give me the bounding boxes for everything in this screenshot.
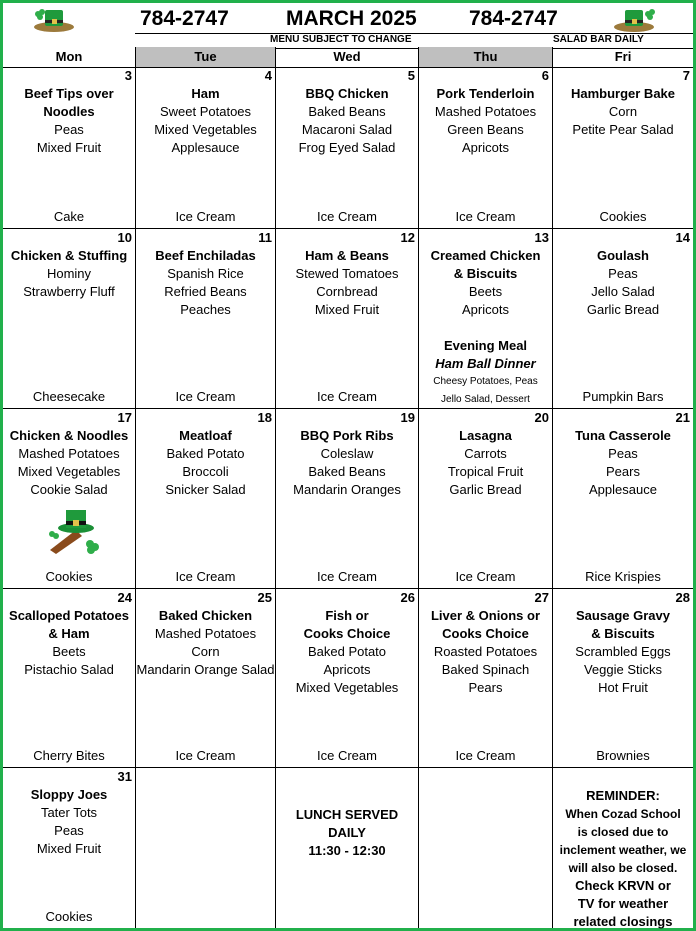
day-number: 27 [534, 590, 549, 605]
day-number: 3 [124, 68, 132, 83]
side-dish: Pears [606, 464, 640, 479]
side-dish: Mixed Fruit [36, 140, 102, 155]
day-number: 20 [534, 410, 549, 425]
side-dish: Sweet Potatoes [159, 104, 252, 119]
day-cell-20 [419, 409, 553, 589]
dessert: Ice Cream [455, 209, 516, 224]
side-dish: Carrots [464, 446, 507, 461]
entree: Goulash [596, 248, 649, 263]
lunch-hours: 11:30 - 12:30 [308, 843, 386, 858]
dessert: Ice Cream [455, 748, 516, 763]
side-dish: Mandarin Orange Salad [136, 662, 275, 677]
side-dish: Garlic Bread [449, 482, 522, 497]
entree: Lasagna [459, 428, 512, 443]
entree: Ham [191, 86, 220, 101]
side-dish: Beets [52, 644, 86, 659]
day-number: 13 [534, 230, 549, 245]
side-dish: Baked Beans [308, 464, 386, 479]
reminder-line: inclement weather, we [559, 843, 687, 857]
weekday-header-row [3, 47, 693, 68]
page-title: MARCH 2025 [286, 7, 417, 30]
evening-meal-name: Ham Ball Dinner [435, 356, 536, 371]
day-number: 14 [675, 230, 690, 245]
dessert: Cookies [45, 569, 93, 584]
entree: Scalloped Potatoes [9, 608, 129, 623]
side-dish: Garlic Bread [586, 302, 660, 317]
side-dish: Mashed Potatoes [434, 104, 537, 119]
weekday-thu: Thu [419, 47, 553, 67]
side-dish: Beets [468, 284, 503, 299]
side-dish: Coleslaw [320, 446, 374, 461]
side-dish: Tater Tots [40, 805, 98, 820]
day-cell-4 [136, 67, 276, 229]
dessert: Cherry Bites [33, 748, 105, 763]
evening-meal-title: Evening Meal [443, 338, 528, 353]
day-cell-24 [3, 589, 136, 768]
day-cell-28 [553, 589, 693, 768]
entree: Pork Tenderloin [436, 86, 535, 101]
entree: BBQ Chicken [305, 86, 389, 101]
lunch-daily-line: DAILY [328, 825, 366, 840]
dessert: Cake [53, 209, 85, 224]
side-dish: Peas [608, 446, 638, 461]
entree: & Biscuits [453, 266, 518, 281]
entree: Fish or [325, 608, 369, 623]
day-number: 31 [117, 769, 132, 784]
side-dish: Tropical Fruit [447, 464, 524, 479]
entree: Hamburger Bake [570, 86, 676, 101]
leprechaun-hat-logo-left [31, 4, 77, 34]
dessert: Brownies [596, 748, 650, 763]
entree: BBQ Pork Ribs [300, 428, 394, 443]
notice-row [3, 33, 693, 47]
reminder-line: Check KRVN or [575, 878, 671, 893]
entree: Chicken & Stuffing [10, 248, 128, 263]
day-number: 18 [257, 410, 272, 425]
side-dish: Mixed Vegetables [17, 464, 121, 479]
side-dish: Strawberry Fluff [23, 284, 115, 299]
dessert: Ice Cream [317, 209, 377, 224]
side-dish: Peas [54, 122, 84, 137]
side-dish: Mixed Fruit [314, 302, 380, 317]
entree: Sausage Gravy [576, 608, 670, 623]
dessert: Rice Krispies [585, 569, 661, 584]
salad-bar-note: SALAD BAR DAILY [553, 34, 644, 45]
reminder-line: will also be closed. [568, 861, 678, 875]
day-cell-5 [276, 67, 419, 229]
entree: Meatloaf [179, 428, 232, 443]
weekday-tue: Tue [136, 47, 276, 67]
menu-subject-note: MENU SUBJECT TO CHANGE [270, 34, 412, 45]
day-cell-6 [419, 67, 553, 229]
entree: Noodles [43, 104, 95, 119]
side-dish: Apricots [462, 140, 509, 155]
phone-number-left: 784-2747 [140, 7, 229, 30]
side-dish: Cornbread [316, 284, 378, 299]
dessert: Ice Cream [317, 748, 377, 763]
side-dish: Frog Eyed Salad [298, 140, 396, 155]
weekday-mon: Mon [3, 47, 136, 67]
side-dish: Pistachio Salad [24, 662, 114, 677]
day-number: 28 [675, 590, 690, 605]
day-cell-12 [276, 229, 419, 409]
entree: Sloppy Joes [30, 787, 108, 802]
side-dish: Peaches [180, 302, 231, 317]
side-dish: Hominy [46, 266, 92, 281]
day-number: 4 [264, 68, 272, 83]
day-number: 24 [117, 590, 132, 605]
side-dish: Mixed Vegetables [154, 122, 257, 137]
entree: Cooks Choice [303, 626, 391, 641]
dessert: Cookies [45, 909, 93, 924]
reminder-line: is closed due to [577, 825, 669, 839]
dessert: Ice Cream [455, 569, 516, 584]
entree: & Ham [48, 626, 90, 641]
day-number: 19 [400, 410, 415, 425]
dessert: Pumpkin Bars [582, 389, 664, 404]
side-dish: Broccoli [182, 464, 229, 479]
side-dish: Pears [468, 680, 503, 695]
reminder-line: related closings [573, 914, 673, 929]
lunch-served-line: LUNCH SERVED [295, 807, 399, 822]
day-number: 5 [407, 68, 415, 83]
reminder-line: When Cozad School [565, 807, 681, 821]
entree: Beef Tips over [24, 86, 114, 101]
side-dish: Petite Pear Salad [572, 122, 674, 137]
day-cell-27 [419, 589, 553, 768]
side-dish: Mashed Potatoes [154, 626, 257, 641]
leprechaun-hat-clipart [46, 506, 101, 556]
entree: Liver & Onions or [430, 608, 541, 623]
day-cell-17 [3, 409, 136, 589]
side-dish: Baked Beans [308, 104, 386, 119]
side-dish: Peas [54, 823, 84, 838]
side-dish: Mashed Potatoes [18, 446, 120, 461]
entree: Ham & Beans [305, 248, 389, 263]
entree: Baked Chicken [158, 608, 253, 623]
side-dish: Spanish Rice [167, 266, 244, 281]
day-number: 25 [257, 590, 272, 605]
dessert: Ice Cream [175, 389, 236, 404]
reminder-line: TV for weather [577, 896, 669, 911]
side-dish: Apricots [462, 302, 509, 317]
weekday-fri: Fri [614, 49, 632, 64]
day-cell-14 [553, 229, 693, 409]
day-number: 7 [682, 68, 690, 83]
entree: Creamed Chicken [430, 248, 541, 263]
side-dish: Scrambled Eggs [575, 644, 671, 659]
dessert: Ice Cream [317, 569, 377, 584]
side-dish: Mandarin Oranges [293, 482, 401, 497]
side-dish: Jello Salad [591, 284, 655, 299]
weekday-wed: Wed [276, 47, 419, 67]
side-dish: Green Beans [447, 122, 524, 137]
evening-meal-line: Cheesy Potatoes, Peas [433, 376, 538, 387]
side-dish: Cookie Salad [30, 482, 108, 497]
day-cell-18 [136, 409, 276, 589]
side-dish: Baked Potato [166, 446, 245, 461]
day-cell-31 [3, 768, 136, 928]
entree: Chicken & Noodles [9, 428, 129, 443]
entree: Cooks Choice [442, 626, 529, 641]
day-cell-25 [136, 589, 276, 768]
side-dish: Baked Potato [307, 644, 387, 659]
entree: Tuna Casserole [575, 428, 671, 443]
side-dish: Apricots [323, 662, 371, 677]
dessert: Cookies [599, 209, 647, 224]
side-dish: Mixed Vegetables [295, 680, 399, 695]
day-cell-7 [553, 67, 693, 229]
side-dish: Hot Fruit [598, 680, 648, 695]
empty-cell-thu [419, 768, 553, 928]
dessert: Ice Cream [175, 569, 236, 584]
evening-meal-line: Jello Salad, Dessert [441, 394, 530, 405]
reminder-cell [553, 768, 693, 928]
leprechaun-hat-logo-right [611, 4, 657, 34]
day-number: 10 [117, 230, 132, 245]
entree: Beef Enchiladas [155, 248, 256, 263]
calendar-header [3, 3, 693, 33]
side-dish: Corn [608, 104, 638, 119]
day-cell-10 [3, 229, 136, 409]
day-cell-21 [553, 409, 693, 589]
side-dish: Mixed Fruit [36, 841, 102, 856]
side-dish: Stewed Tomatoes [295, 266, 399, 281]
phone-number-right: 784-2747 [469, 7, 558, 30]
side-dish: Macaroni Salad [301, 122, 393, 137]
side-dish: Roasted Potatoes [433, 644, 538, 659]
dessert: Cheesecake [32, 389, 106, 404]
side-dish: Applesauce [589, 482, 657, 497]
entree: & Biscuits [591, 626, 655, 641]
side-dish: Corn [191, 644, 220, 659]
day-cell-11 [136, 229, 276, 409]
day-number: 6 [541, 68, 549, 83]
side-dish: Peas [608, 266, 638, 281]
side-dish: Veggie Sticks [583, 662, 663, 677]
dessert: Ice Cream [317, 389, 377, 404]
day-number: 12 [400, 230, 415, 245]
side-dish: Applesauce [171, 140, 240, 155]
day-number: 21 [675, 410, 690, 425]
side-dish: Baked Spinach [441, 662, 530, 677]
day-number: 26 [400, 590, 415, 605]
reminder-title: REMINDER: [586, 788, 660, 803]
lunch-hours-cell [276, 768, 419, 928]
dessert: Ice Cream [175, 209, 236, 224]
side-dish: Refried Beans [164, 284, 247, 299]
day-cell-13 [419, 229, 553, 409]
empty-cell-tue [136, 768, 276, 928]
day-cell-3 [3, 67, 136, 229]
day-cell-26 [276, 589, 419, 768]
day-number: 17 [117, 410, 132, 425]
day-number: 11 [258, 230, 272, 245]
day-cell-19 [276, 409, 419, 589]
dessert: Ice Cream [175, 748, 236, 763]
side-dish: Snicker Salad [165, 482, 246, 497]
